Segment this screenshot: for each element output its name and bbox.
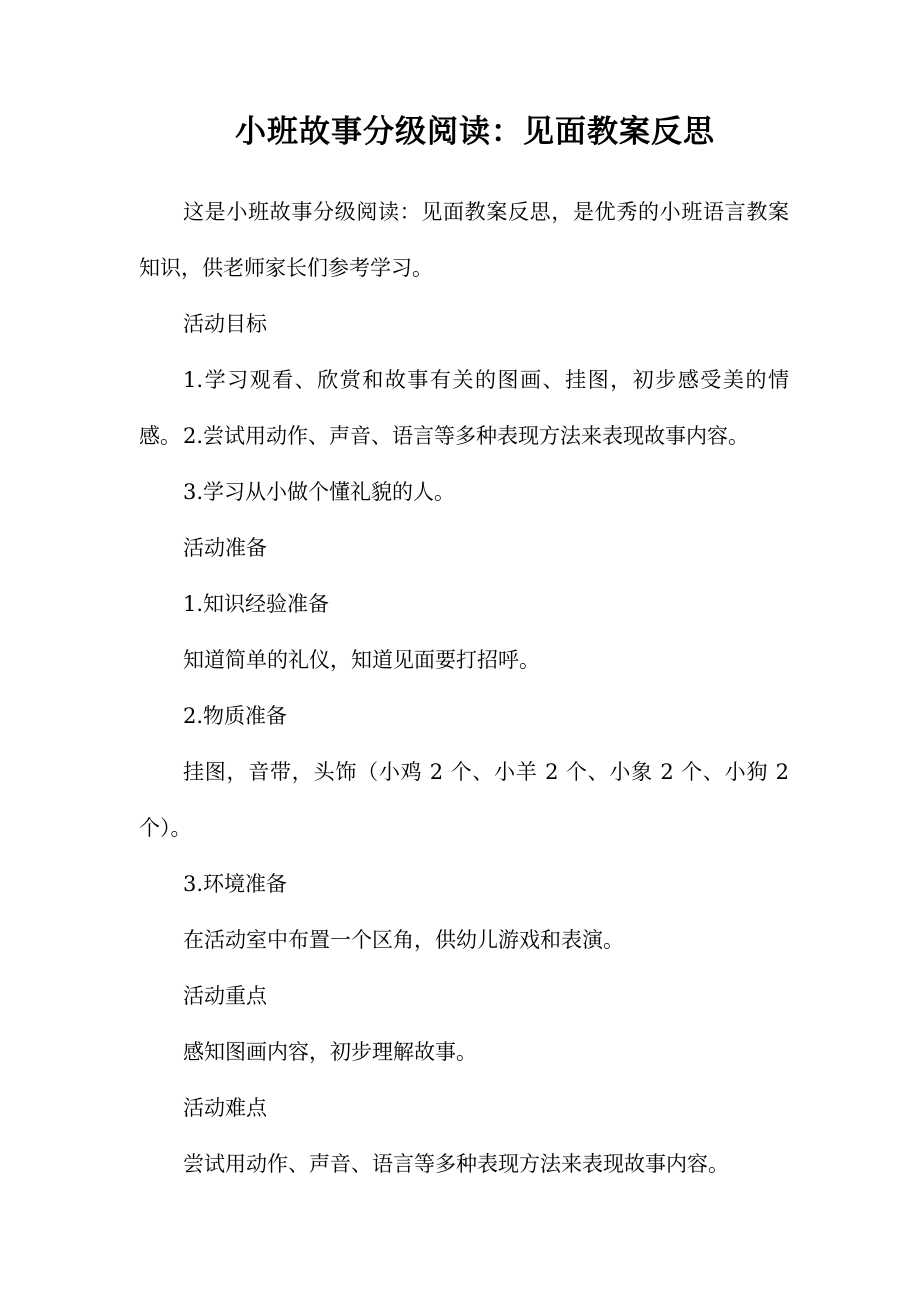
goal-item: 2.尝试用动作、声音、语言等多种表现方法来表现故事内容。: [183, 424, 750, 448]
difficulty-heading: 活动难点: [183, 1096, 267, 1120]
goals-heading: 活动目标: [183, 312, 267, 336]
knowledge-prep-text: 知道简单的礼仪，知道见面要打招呼。: [183, 648, 540, 672]
key-point-text: 感知图画内容，初步理解故事。: [183, 1040, 477, 1064]
environment-prep-text: 在活动室中布置一个区角，供幼儿游戏和表演。: [183, 928, 624, 952]
material-prep-text: 挂图，音带，头饰（小鸡 2 个、小羊 2 个、小象 2 个、小狗 2 个）。: [139, 760, 789, 840]
difficulty-text: 尝试用动作、声音、语言等多种表现方法来表现故事内容。: [183, 1152, 729, 1176]
intro-paragraph: 这是小班故事分级阅读：见面教案反思，是优秀的小班语言教案知识，供老师家长们参考学习。: [139, 200, 789, 280]
goal-item: 3.学习从小做个懂礼貌的人。: [183, 480, 456, 504]
preparation-heading: 活动准备: [183, 536, 267, 560]
material-prep-heading: 2.物质准备: [183, 704, 288, 728]
environment-prep-heading: 3.环境准备: [183, 872, 288, 896]
key-point-heading: 活动重点: [183, 984, 267, 1008]
knowledge-prep-heading: 1.知识经验准备: [183, 592, 330, 616]
goal-item: 1.学习观看、欣赏和故事有关的图画、挂图，初步感受美的情感。: [139, 368, 789, 448]
document-title: 小班故事分级阅读：见面教案反思: [235, 114, 715, 150]
